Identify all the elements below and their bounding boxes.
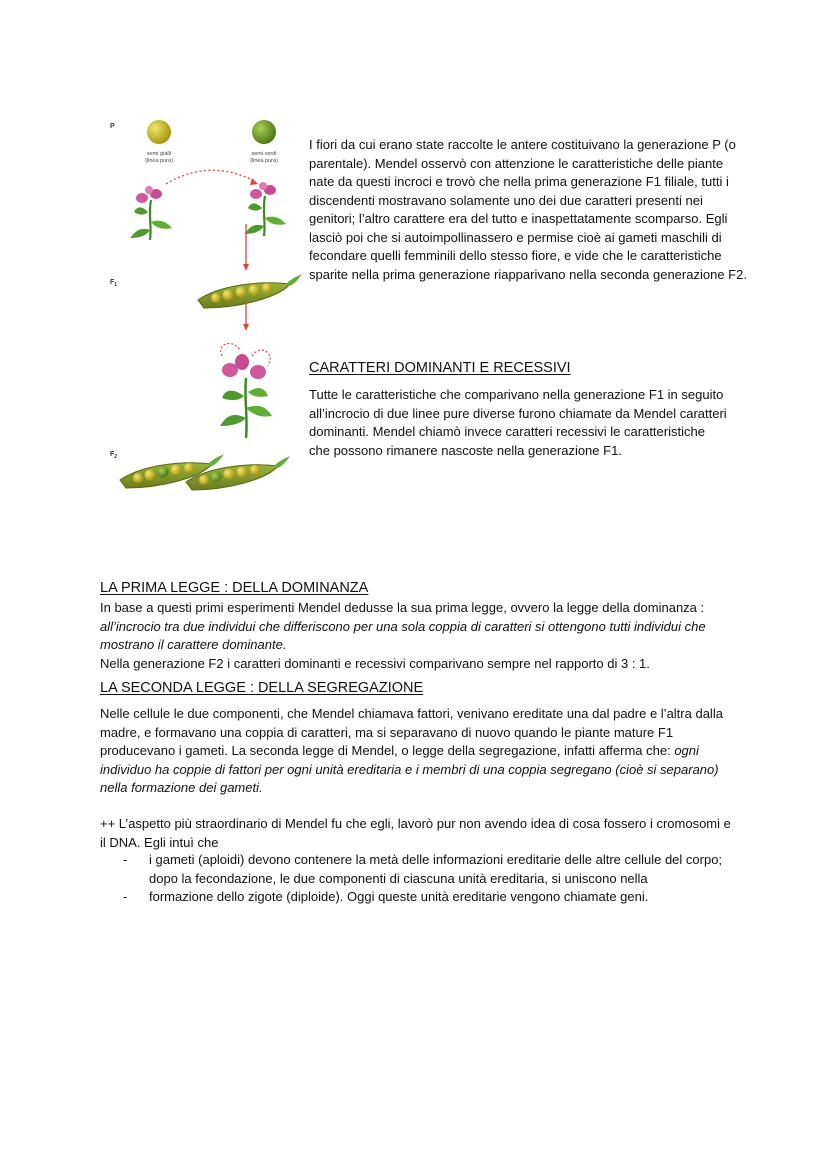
second-law-intro: Nelle cellule le due componenti, che Mendel chiamava fattori, venivano ereditate una dal padre e l’altra dalla madre, e formavano una coppia di caratteri, ma si separavano di nuovo quando le piante mature F1 producevano i gameti. La seconda legge di Mendel, o legge della segregazione, infatti afferma che:	[100, 706, 723, 758]
yellow-seed-label-2: (linea pura)	[145, 158, 173, 164]
ratio-paragraph: Nella generazione F2 i caratteri dominanti e recessivi comparivano sempre nel rapporto di 3 : 1.	[100, 655, 650, 671]
note-paragraph: ++ L’aspetto più straordinario di Mendel fu che egli, lavorò pur non avendo idea di cosa fossero i cromosomi e il DNA. Egli intuì che	[100, 816, 731, 850]
bullet-text: formazione dello zigote (diploide). Oggi queste unità ereditarie vengono chiamate geni.	[149, 889, 649, 904]
label-f1: $F_1$	[110, 279, 118, 288]
bullet-dash: -	[123, 889, 128, 904]
note-bullet-list	[100, 851, 740, 907]
first-law-block	[100, 599, 740, 673]
yellow-seed-label-1: semi gialli	[146, 151, 172, 157]
dominant-recessive-paragraph: Tutte le caratteristiche che comparivano nella generazione F1 in seguito all’incrocio di due linee pure diverse furono chiamate da Mendel caratteri dominanti. Mendel chiamò invece caratteri recessivi le caratteristiche che possono rimanere nascoste nella generazione F1.	[309, 387, 727, 458]
yellow-seed	[147, 120, 171, 144]
parent-plant-left	[130, 186, 172, 240]
label-p: P	[110, 123, 115, 130]
list-item	[100, 888, 740, 907]
dominant-recessive-heading: CARATTERI DOMINANTI E RECESSIVI	[309, 360, 571, 376]
parent-plant-right	[244, 182, 286, 236]
first-law-intro: In base a questi primi esperimenti Mendel dedusse la sua prima legge, ovvero la legge della dominanza :	[100, 600, 705, 615]
second-law-paragraph	[100, 705, 740, 798]
list-item	[100, 851, 740, 888]
green-seed-label-2: (linea pura)	[250, 158, 278, 164]
mendel-cross-illustration	[106, 108, 304, 512]
second-law-heading: LA SECONDA LEGGE : DELLA SEGREGAZIONE	[100, 680, 424, 696]
second-law-statement: ogni individuo ha coppie di fattori per ogni unità ereditaria e i membri di una coppia segregano (cioè si separano) nella formazione dei gameti.	[100, 743, 719, 795]
f1-self-pollinating-plant	[220, 343, 272, 438]
intro-paragraph: I fiori da cui erano state raccolte le antere costituivano la generazione P (o parentale). Mendel osservò con attenzione le caratteristiche delle piante nate da questi incroci e trovò che nella prima generazione F1 filiale, tutti i discendenti mostravano solamente uno dei due caratteri presenti nei genitori; l’altro carattere era del tutto e inaspettatamente scomparso. Egli lasciò poi che si autoimpollinassero e permise cioè ai gameti maschili di fecondare quelli femminili dello stesso fiore, e vide che le caratteristiche sparite nella prima generazione riapparivano nella seconda generazione F2.	[309, 137, 747, 282]
green-seed-label-1: semi verdi	[251, 151, 277, 157]
label-f2: $F_2$	[110, 451, 118, 460]
f2-pod-right	[186, 456, 290, 490]
green-seed	[252, 120, 276, 144]
f1-pod	[198, 274, 302, 308]
bullet-dash: -	[123, 852, 128, 867]
bullet-text: i gameti (aploidi) devono contenere la metà delle informazioni ereditarie delle altre cellule del corpo; dopo la fecondazione, le due componenti di ciascuna unità ereditaria, si uniscono nella	[149, 852, 723, 886]
first-law-statement: all’incrocio tra due individui che differiscono per una sola coppia di caratteri si ottengono tutti individui che mostrano il carattere dominante.	[100, 618, 706, 652]
first-law-paragraph	[100, 599, 740, 655]
first-law-heading: LA PRIMA LEGGE : DELLA DOMINANZA	[100, 580, 369, 596]
cross-arrow	[166, 170, 256, 184]
